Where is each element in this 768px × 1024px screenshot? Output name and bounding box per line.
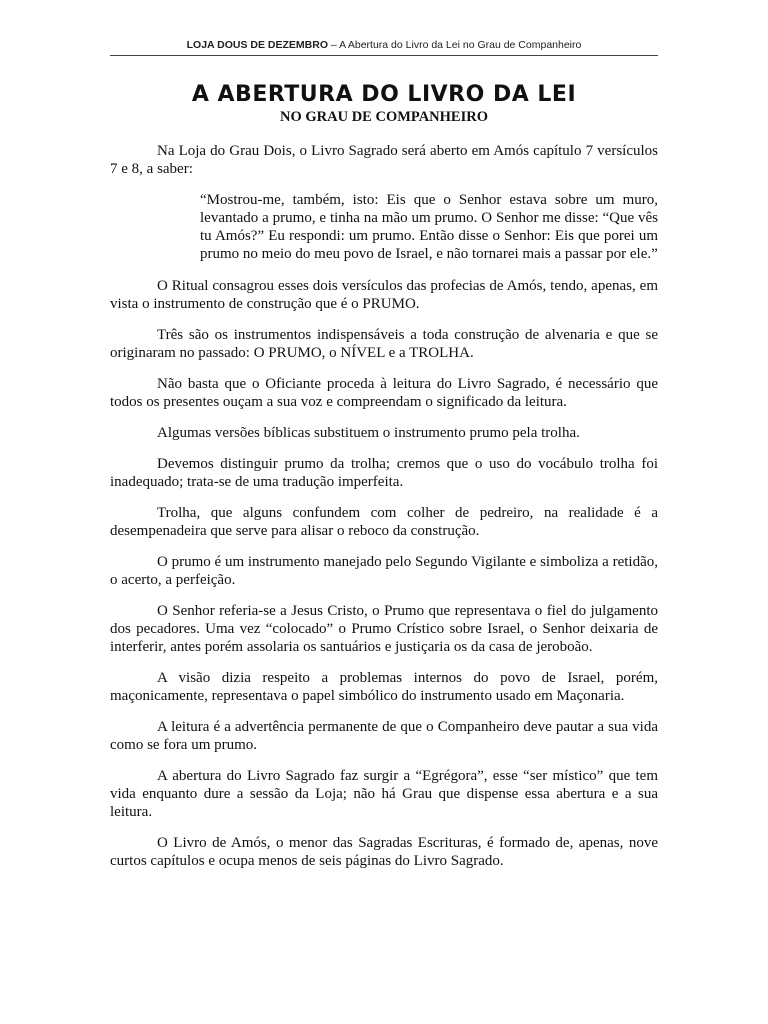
- paragraph-13: O Livro de Amós, o menor das Sagradas Escrituras, é formado de, apenas, nove curtos capítulos e ocupa menos de seis páginas do Livro Sagrado.: [110, 835, 658, 869]
- paragraph-10: A visão dizia respeito a problemas internos do povo de Israel, porém, maçonicamente, representava o papel simbólico do instrumento usado em Maçonaria.: [110, 670, 658, 704]
- paragraph-7: Trolha, que alguns confundem com colher de pedreiro, na realidade é a desempenadeira que serve para alisar o reboco da construção.: [110, 505, 658, 539]
- paragraph-1: Na Loja do Grau Dois, o Livro Sagrado será aberto em Amós capítulo 7 versículos 7 e 8, a saber:: [110, 143, 658, 177]
- paragraph-5: Algumas versões bíblicas substituem o instrumento prumo pela trolha.: [157, 425, 580, 441]
- scripture-quote: “Mostrou-me, também, isto: Eis que o Senhor estava sobre um muro, levantado a prumo, e tinha na mão um prumo. O Senhor me disse: “Que vês tu Amós?” Eu respondi: um prumo. Então disse o Senhor: Eis que porei um prumo no meio do meu povo de Israel, e não tornarei mais a passar por ele.”: [200, 192, 658, 262]
- paragraph-11: A leitura é a advertência permanente de que o Companheiro deve pautar a sua vida como se fora um prumo.: [110, 719, 658, 753]
- paragraph-12: A abertura do Livro Sagrado faz surgir a “Egrégora”, esse “ser místico” que tem vida enquanto dure a sessão da Loja; não há Grau que dispense essa abertura e a sua leitura.: [110, 768, 658, 820]
- document-body: [110, 142, 658, 883]
- header-subject: A Abertura do Livro da Lei no Grau de Companheiro: [339, 39, 582, 51]
- paragraph-3: Três são os instrumentos indispensáveis a toda construção de alvenaria e que se originaram no passado: O PRUMO, o NÍVEL e a TROLHA.: [110, 327, 658, 361]
- header-separator: –: [328, 39, 340, 51]
- document-subtitle: NO GRAU DE COMPANHEIRO: [280, 109, 488, 125]
- lodge-name: LOJA DOUS DE DEZEMBRO: [186, 39, 328, 51]
- running-header: [110, 39, 658, 51]
- paragraph-6: Devemos distinguir prumo da trolha; cremos que o uso do vocábulo trolha foi inadequado; trata-se de uma tradução imperfeita.: [110, 456, 658, 490]
- document-title: A ABERTURA DO LIVRO DA LEI: [191, 82, 577, 107]
- paragraph-4: Não basta que o Oficiante proceda à leitura do Livro Sagrado, é necessário que todos os presentes ouçam a sua voz e compreendam o significado da leitura.: [110, 376, 658, 410]
- paragraph-9: O Senhor referia-se a Jesus Cristo, o Prumo que representava o fiel do julgamento dos pecadores. Uma vez “colocado” o Prumo Crístico sobre Israel, o Senhor deixaria de interferir, antes porém assolaria os santuários e justiçaria os da casa de jeroboão.: [110, 603, 658, 655]
- paragraph-2: O Ritual consagrou esses dois versículos das profecias de Amós, tendo, apenas, em vista o instrumento de construção que é o PRUMO.: [110, 278, 658, 312]
- paragraph-8: O prumo é um instrumento manejado pelo Segundo Vigilante e simboliza a retidão, o acerto, a perfeição.: [110, 554, 658, 588]
- header-rule: [110, 55, 658, 56]
